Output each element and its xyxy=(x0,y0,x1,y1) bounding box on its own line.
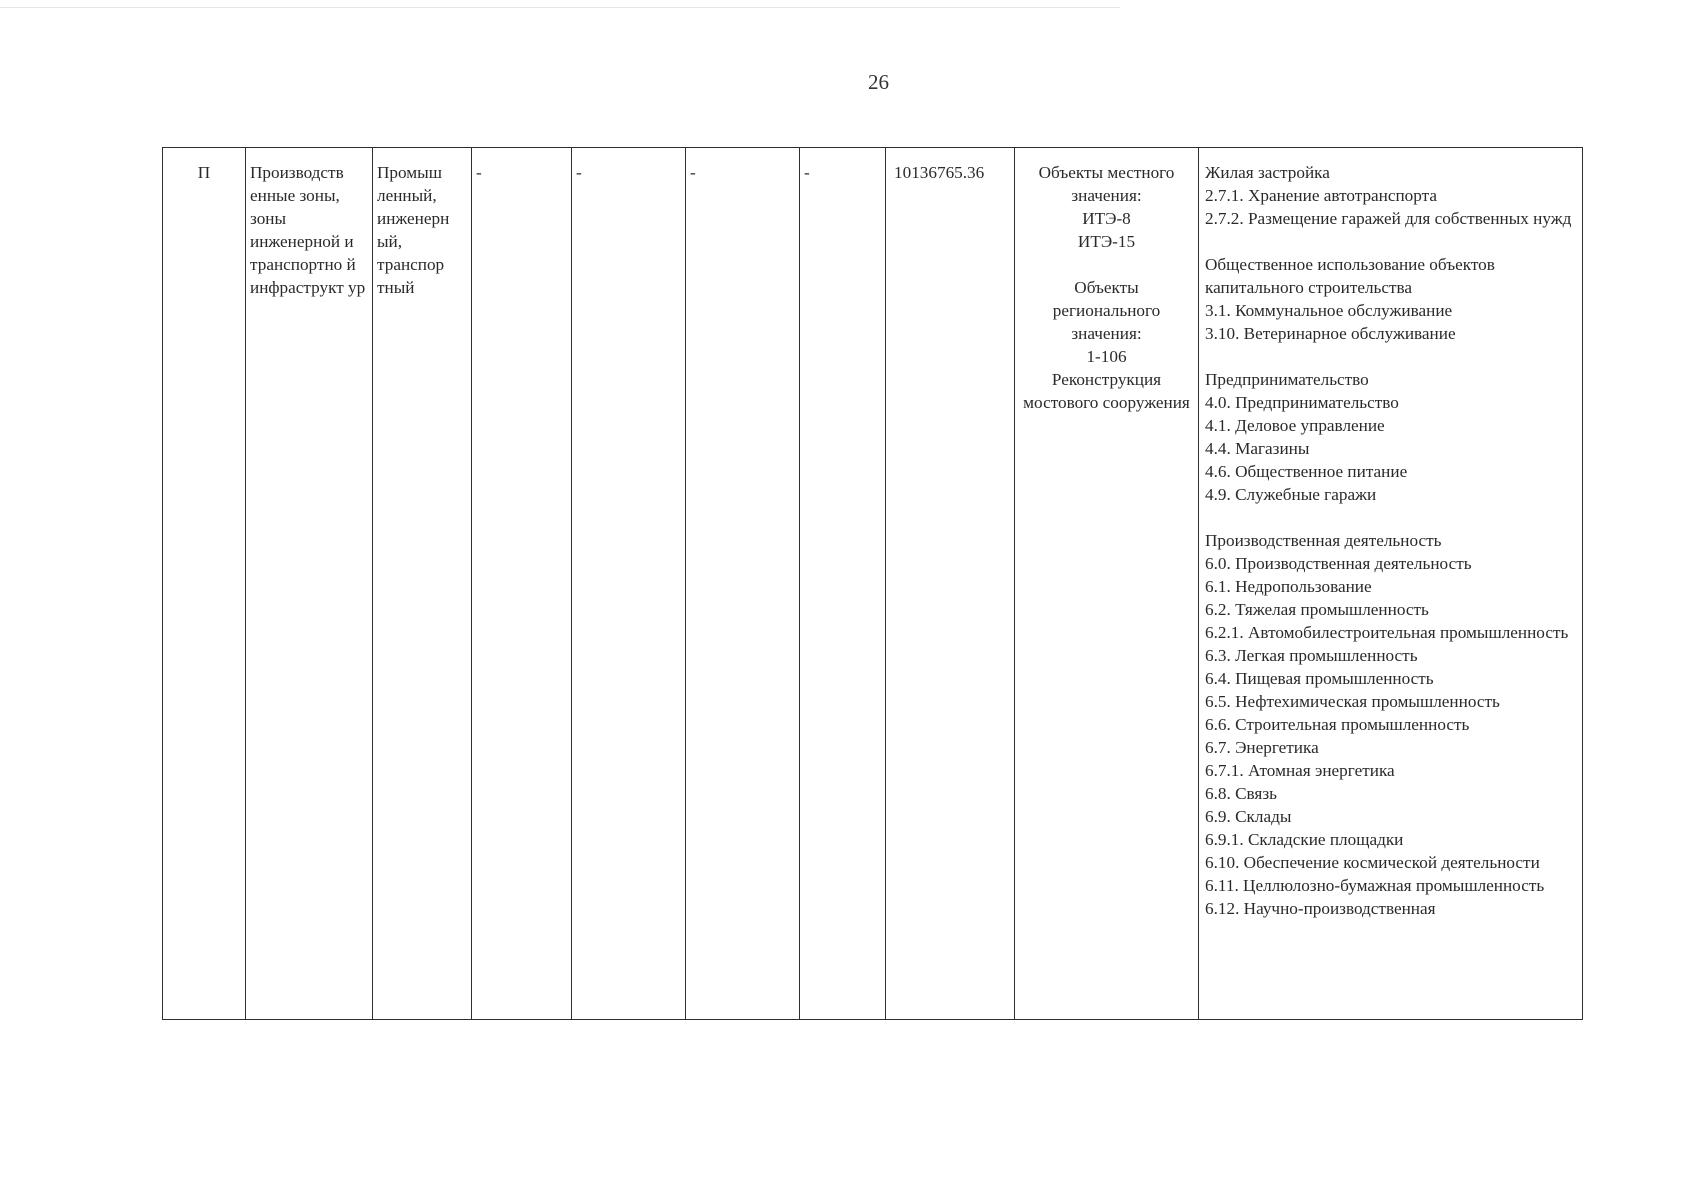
use-item: 2.7.1. Хранение автотранспорта xyxy=(1205,186,1437,205)
zone-type-cell xyxy=(373,148,472,1020)
use-item: 6.6. Строительная промышленность xyxy=(1205,715,1470,734)
use-group-heading: Производственная деятельность xyxy=(1205,531,1442,550)
use-item: 4.0. Предпринимательство xyxy=(1205,393,1399,412)
use-item: 4.1. Деловое управление xyxy=(1205,416,1385,435)
zone-name-cell xyxy=(246,148,373,1020)
empty-value-dash: - xyxy=(576,163,582,182)
objects-cell xyxy=(1015,148,1199,1020)
area-cell xyxy=(886,148,1015,1020)
use-item: 6.9.1. Складские площадки xyxy=(1205,830,1404,849)
zone-type: Промыш ленный, инженерн ый, транспор тный xyxy=(377,163,450,297)
use-item: 6.7.1. Атомная энергетика xyxy=(1205,761,1395,780)
use-item: 6.8. Связь xyxy=(1205,784,1277,803)
use-group-business xyxy=(1205,368,1578,506)
use-item: 4.4. Магазины xyxy=(1205,439,1310,458)
empty-value-dash: - xyxy=(690,163,696,182)
zone-code-cell xyxy=(163,148,246,1020)
use-item: 6.11. Целлюлозно-бумажная промышленность xyxy=(1205,876,1545,895)
scan-artifact-line xyxy=(0,7,1120,8)
use-group-public xyxy=(1205,253,1578,345)
local-objects-title: Объекты местного значения: xyxy=(1038,163,1175,205)
regional-object-item: 1-106 xyxy=(1086,347,1127,366)
use-group-production xyxy=(1205,529,1578,920)
regional-objects-title: Объекты регионального значения: xyxy=(1052,278,1161,343)
use-item: 6.5. Нефтехимическая промышленность xyxy=(1205,692,1500,711)
use-item: 4.6. Общественное питание xyxy=(1205,462,1408,481)
use-group-heading: Общественное использование объектов капитального строительства xyxy=(1205,255,1495,297)
use-item: 2.7.2. Размещение гаражей для собственных нужд xyxy=(1205,209,1572,228)
area-value: 10136765.36 xyxy=(894,163,985,182)
regional-object-item: Реконструкция мостового сооружения xyxy=(1023,370,1190,412)
use-item: 6.7. Энергетика xyxy=(1205,738,1319,757)
use-item: 6.0. Производственная деятельность xyxy=(1205,554,1472,573)
param-cell-1 xyxy=(472,148,572,1020)
local-object-item: ИТЭ-15 xyxy=(1077,232,1136,251)
use-group-heading: Предпринимательство xyxy=(1205,370,1369,389)
zoning-table xyxy=(162,147,1583,1020)
use-item: 6.4. Пищевая промышленность xyxy=(1205,669,1434,688)
use-item: 4.9. Служебные гаражи xyxy=(1205,485,1377,504)
param-cell-3 xyxy=(686,148,800,1020)
empty-value-dash: - xyxy=(804,163,810,182)
param-cell-2 xyxy=(572,148,686,1020)
use-item: 6.2.1. Автомобилестроительная промышленность xyxy=(1205,623,1569,642)
use-item: 3.10. Ветеринарное обслуживание xyxy=(1205,324,1456,343)
table-row xyxy=(163,148,1583,1020)
use-item: 6.2. Тяжелая промышленность xyxy=(1205,600,1429,619)
permitted-uses-cell xyxy=(1199,148,1583,1020)
page-number: 26 xyxy=(868,70,889,94)
local-object-item: ИТЭ-8 xyxy=(1082,209,1131,228)
use-item: 6.3. Легкая промышленность xyxy=(1205,646,1418,665)
use-item: 6.1. Недропользование xyxy=(1205,577,1372,596)
empty-value-dash: - xyxy=(476,163,482,182)
zone-code: П xyxy=(197,163,211,182)
use-item: 3.1. Коммунальное обслуживание xyxy=(1205,301,1453,320)
use-group-heading: Жилая застройка xyxy=(1205,163,1330,182)
use-item: 6.12. Научно-производственная xyxy=(1205,899,1436,918)
use-item: 6.9. Склады xyxy=(1205,807,1292,826)
zone-name: Производств енные зоны, зоны инженерной и транспортно й инфраструкт ур xyxy=(250,163,366,297)
use-item: 6.10. Обеспечение космической деятельности xyxy=(1205,853,1540,872)
param-cell-4 xyxy=(800,148,886,1020)
use-group-residential xyxy=(1205,161,1578,230)
